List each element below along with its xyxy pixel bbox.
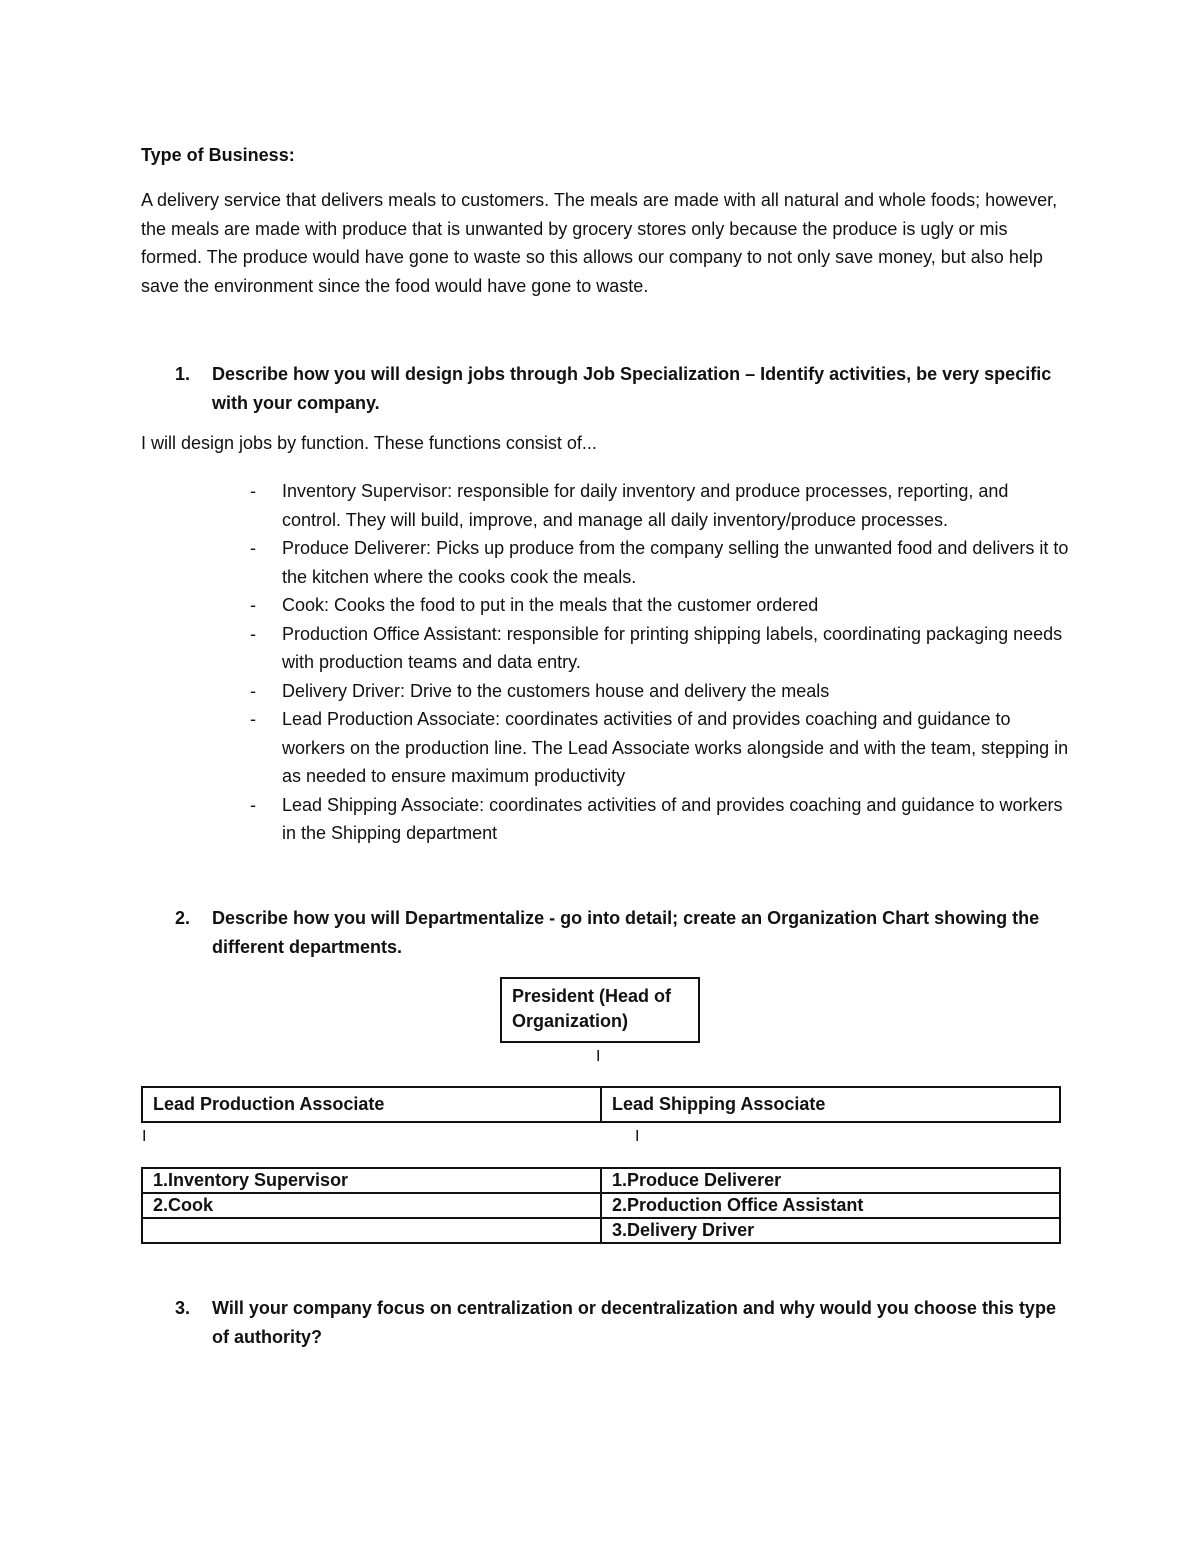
table-row [142,1087,1060,1122]
question-2-text: Describe how you will Departmentalize - go into detail; create an Organization Chart showing the different departments. [212,908,1040,957]
business-heading: Type of Business: [141,145,295,165]
question-1 [175,360,1075,418]
bullet-dash: - [250,623,256,644]
bullet-dash: - [250,709,256,729]
org-chart-leads-table [141,1086,1061,1123]
org-chart-connector: I [596,1048,601,1065]
lead-production-cell: Lead Production Associate [142,1087,601,1122]
list-item-text: Cook: Cooks the food to put in the meals that the customer ordered [282,595,819,615]
question-1-answer-intro: I will design jobs by function. These functions consist of... [141,433,597,453]
list-item-text: Lead Shipping Associate: coordinates activities of and provides coaching and guidance to workers in the Shipping department [282,794,1063,843]
table-row [142,1168,1060,1193]
business-description: A delivery service that delivers meals to customers. The meals are made with all natural and whole foods; however, the meals are made with produce that is unwanted by grocery stores only because the produce is ugly or mis formed. The produce would have gone to waste so this allows our company to not only save money, but also help save the environment since the food would have gone to waste. [141,190,1058,296]
list-item-text: Inventory Supervisor: responsible for daily inventory and produce processes, reporting, and control. They will build, improve, and manage all daily inventory/produce processes. [282,481,1009,530]
list-item [250,705,1070,791]
bullet-dash: - [250,481,256,501]
list-item [250,791,1070,848]
bullet-dash: - [250,680,256,701]
org-chart-connector: I [142,1128,147,1145]
question-3 [175,1294,1075,1352]
job-function-list [250,477,1070,848]
table-row [142,1193,1060,1218]
list-item [250,677,1070,706]
shipping-team-cell: 2.Production Office Assistant [601,1193,1060,1218]
question-3-text: Will your company focus on centralization or decentralization and why would you choose this type of authority? [212,1298,1056,1347]
bullet-dash: - [250,538,256,558]
list-item [250,534,1070,591]
org-chart-president-box: President (Head of Organization) [500,977,700,1043]
list-item-text: Production Office Assistant: responsible for printing shipping labels, coordinating packaging needs with production teams and data entry. [282,623,1063,672]
list-item-text: Lead Production Associate: coordinates activities of and provides coaching and guidance to workers on the production line. The Lead Associate works alongside and with the team, stepping in as needed to ensure maximum productivity [282,709,1069,786]
list-item [250,620,1070,677]
question-2 [175,904,1075,962]
org-chart-teams-table [141,1167,1061,1244]
shipping-team-cell: 3.Delivery Driver [601,1218,1060,1243]
question-1-text: Describe how you will design jobs through Job Specialization – Identify activities, be very specific with your company. [212,364,1052,413]
question-3-number: 3. [175,1298,191,1318]
list-item-text: Produce Deliverer: Picks up produce from the company selling the unwanted food and delivers it to the kitchen where the cooks cook the meals. [282,538,1069,587]
question-1-number: 1. [175,364,191,384]
production-team-cell: 1.Inventory Supervisor [142,1168,601,1193]
lead-shipping-cell: Lead Shipping Associate [601,1087,1060,1122]
list-item [250,591,1070,620]
list-item [250,477,1070,534]
table-row [142,1218,1060,1243]
production-team-cell [142,1218,601,1243]
bullet-dash: - [250,595,256,615]
shipping-team-cell: 1.Produce Deliverer [601,1168,1060,1193]
org-chart-connector: I [635,1128,640,1145]
production-team-cell: 2.Cook [142,1193,601,1218]
bullet-dash: - [250,794,256,815]
question-2-number: 2. [175,908,191,928]
list-item-text: Delivery Driver: Drive to the customers house and delivery the meals [282,680,830,701]
